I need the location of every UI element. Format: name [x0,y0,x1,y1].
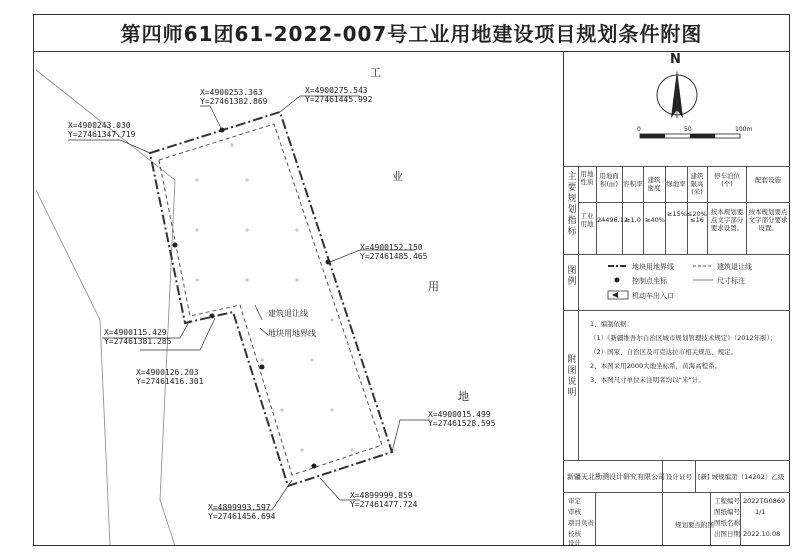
coord-label: X=4900253.363 Y=27461382.869 [200,88,268,106]
tb-key: 图纸名称 [714,519,740,527]
tb-role: 校核 [568,530,581,538]
table-header: 建筑限高(米) [690,172,704,196]
divider [643,166,644,254]
scale-label-0: 0 [637,126,641,133]
table-header: 绿地率 [666,180,686,188]
tb-role: 设计 [568,539,581,547]
table-cell: 24496.12 [597,216,629,224]
coord-label: X=4899999.859 Y=27461477.724 [350,491,418,509]
note-line: 3、本图尺寸单位未注明者均以“米”计。 [590,376,705,384]
table-cell: ≤16 [690,216,704,224]
coord-label: X=4900243.030 Y=27461347.719 [68,121,136,139]
note-line: （2）国家、自治区及可克达拉市相关规范、规定。 [590,348,738,356]
table-header: 建筑密度 [647,176,661,192]
table-header: 停车泊位(个) [714,172,740,188]
tb-value: 2022TG0869 [743,497,786,505]
coord-label: X=4900152.150 Y=27461485.465 [360,243,428,261]
table-header: 用地性质 [580,170,594,186]
divider [563,460,790,461]
divider [740,492,741,546]
coord-label: X=4900126.203 Y=27461416.301 [136,368,204,386]
scale-label-50: 50 [684,126,692,133]
coord-label: X=4900115.429 Y=27461381.285 [104,328,172,346]
map-label-yong: 用 [428,280,439,293]
tb-value: 2022.10.08 [743,530,781,538]
legend-dimension: 尺寸标注 [717,277,745,285]
table-header: 用地面积(㎡) [599,172,619,188]
divider [563,166,790,167]
table-header: 配套设施 [755,176,781,184]
table-cell: ≥1.0 [625,216,641,224]
section-label-legend: 图例 [567,266,577,287]
table-cell: 工业用地 [580,212,594,228]
sheet-name: 规划要点附图 [675,521,714,529]
divider [563,254,790,255]
legend-setback: 建筑退让线 [717,263,752,271]
legend-boundary: 地块用地界线 [632,263,674,271]
org-name: 新疆天北勘测设计研究有限公司 [567,473,665,481]
north-label: N [670,52,681,67]
note-line: 1、编制依据： [590,320,634,328]
divider [578,202,790,203]
legend-control-point: 控制点坐标 [632,277,667,285]
note-line: （1）《新疆维吾尔自治区城市规划管理技术规定》（2012年版）； [590,334,777,342]
coord-label: X=4899993.597 Y=27461456.694 [208,503,276,521]
tb-key: 出图日期 [714,530,740,538]
divider [695,460,696,492]
boundary-line-label: 地块用地界线 [268,329,316,338]
divider [710,492,711,546]
map-label-gong: 工 [370,66,381,79]
table-header: 容积率 [623,180,643,188]
table-cell: 按本规划要点文字部分要求设置。 [710,208,744,232]
table-cell: ≥15%≤20% [667,210,707,218]
divider [596,166,597,254]
tb-key: 工程编号 [714,497,740,505]
tb-key: 图纸编号 [714,508,740,516]
tb-role: 审定 [568,497,581,505]
page-title: 第四师61团61-2022-007号工业用地建设项目规划条件附图 [33,14,790,52]
cert-number: [新] 城规编第（14202）乙级 [698,473,785,481]
side-panel [563,52,790,546]
divider [563,310,790,311]
note-line: 2、本图采用2000大地坐标系，黄海高程系。 [590,362,722,370]
divider [578,166,579,460]
divider [746,166,747,254]
setback-line-label: 建筑退让线 [268,309,308,318]
section-label-indicators: 主要规划指标 [567,172,577,237]
divider [563,492,790,493]
table-cell: ≥40% [645,216,665,224]
map-label-ye: 业 [392,170,403,183]
scale-label-100: 100m [735,126,753,133]
divider [595,492,596,546]
coord-label: X=4900015.499 Y=27461528.595 [428,410,496,428]
divider [707,166,708,254]
map-label-di: 地 [458,390,469,403]
tb-value: 1/1 [755,508,766,516]
tb-role: 审核 [568,508,581,516]
table-cell: 按本规划要点文字部分要求设置。 [748,208,788,232]
coord-label: X=4900275.543 Y=27461445.992 [305,86,373,104]
cert-label: 设计证号 [666,473,692,481]
tb-role: 项目负责 [568,519,594,527]
legend-entrance: 机动车出入口 [632,292,674,300]
section-label-notes: 附图说明 [567,355,577,398]
